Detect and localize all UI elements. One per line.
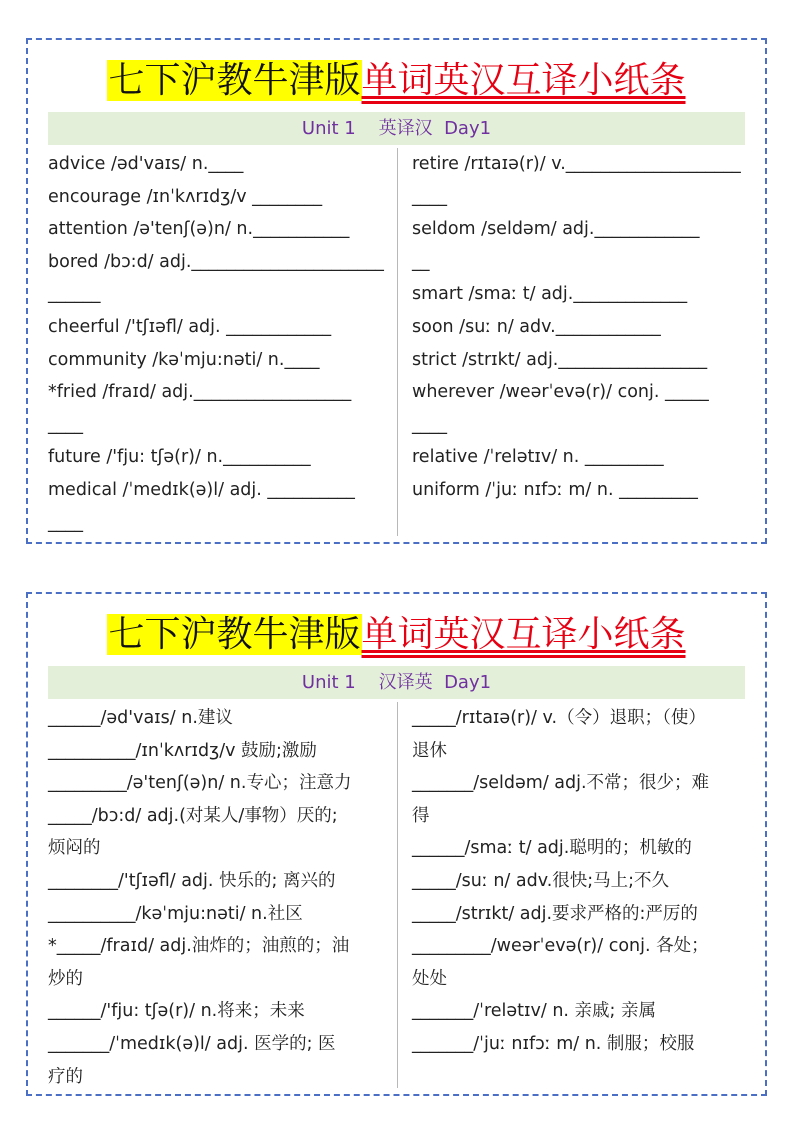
word-entry: retire /rɪtaɪə(r)/ v.____________________ — [412, 154, 741, 174]
card-title — [28, 608, 765, 662]
word-entry-continued: 烦闷的 — [48, 838, 101, 859]
word-entry: uniform /ˈjuː nɪfɔː m/ n. _________ — [412, 479, 698, 500]
word-entry: bored /bɔ:d/ adj.______________________ — [48, 251, 384, 272]
word-entry-continued: __ — [412, 251, 430, 272]
word-entry: _____/strɪkt/ adj.要求严格的:严厉的 — [412, 903, 698, 924]
word-entry: __________/ɪnˈkʌrɪdʒ/v 鼓励;激励 — [48, 740, 317, 761]
word-entry: _________/ə'tenʃ(ə)n/ n.专心；注意力 — [48, 773, 352, 794]
word-entry-continued: 得 — [412, 805, 430, 826]
word-entry: wherever /weərˈevə(r)/ conj. _____ — [412, 382, 709, 403]
word-entry: *fried /fraɪd/ adj.__________________ — [48, 382, 352, 403]
word-entry: strict /strɪkt/ adj._________________ — [412, 349, 708, 370]
word-entry: advice /əd'vaɪs/ n.____ — [48, 154, 244, 174]
word-entry: ________/'tʃɪəfl/ adj. 快乐的; 离兴的 — [48, 870, 336, 891]
vocab-card-en-to-zh — [26, 38, 767, 544]
word-entry-continued: ____ — [412, 414, 447, 435]
word-entry: cheerful /'tʃɪəfl/ adj. ____________ — [48, 316, 332, 337]
word-entry-continued: 疗的 — [48, 1066, 83, 1087]
right-column — [412, 148, 748, 507]
title-red: 单词英汉互译小纸条 — [361, 60, 686, 101]
left-column — [48, 148, 388, 539]
word-entry-continued: ____ — [412, 186, 447, 207]
word-entry-continued: 炒的 — [48, 968, 83, 989]
word-entry-continued: ____ — [48, 512, 83, 533]
subtitle-band: Unit 1 英译汉 Day1 — [48, 112, 745, 145]
word-entry: ______/'fju: tʃə(r)/ n.将来；未来 — [48, 1001, 305, 1022]
word-entry-continued: 处处 — [412, 968, 447, 989]
word-entry: soon /suː n/ adv.____________ — [412, 316, 661, 337]
word-entry-continued: ____ — [48, 414, 83, 435]
title-highlight: 七下沪教牛津版 — [108, 60, 361, 101]
left-column — [48, 702, 388, 1093]
word-entry: _____/suː n/ adv.很快;马上;不久 — [412, 870, 670, 891]
word-entry: _______/ˈmedɪk(ə)l/ adj. 医学的; 医 — [48, 1033, 336, 1054]
word-entry-continued: ______ — [48, 284, 101, 305]
word-entry: _______/ˈrelətɪv/ n. 亲戚; 亲属 — [412, 1001, 657, 1022]
column-divider — [397, 148, 398, 536]
vocab-card-zh-to-en — [26, 592, 767, 1096]
card-title — [28, 54, 765, 108]
word-entry: medical /ˈmedɪk(ə)l/ adj. __________ — [48, 479, 355, 500]
subtitle-band: Unit 1 汉译英 Day1 — [48, 666, 745, 699]
right-column — [412, 702, 748, 1061]
word-entry: smart /smaː t/ adj._____________ — [412, 284, 688, 305]
word-entry: ______/əd'vaɪs/ n.建议 — [48, 708, 233, 728]
word-entry: *_____/fraɪd/ adj.油炸的；油煎的；油 — [48, 936, 350, 957]
word-entry: _________/weərˈevə(r)/ conj. 各处； — [412, 936, 709, 957]
word-entry: encourage /ɪnˈkʌrɪdʒ/v ________ — [48, 186, 323, 207]
word-entry: _____/bɔ:d/ adj.(对某人/事物）厌的; — [48, 805, 338, 826]
word-entry-continued: 退休 — [412, 740, 447, 761]
word-entry: _____/rɪtaɪə(r)/ v.（令）退职；（使） — [412, 708, 706, 728]
title-highlight: 七下沪教牛津版 — [108, 614, 361, 655]
word-entry: _______/seldəm/ adj.不常；很少；难 — [412, 773, 710, 794]
word-entry: attention /ə'tenʃ(ə)n/ n.___________ — [48, 219, 350, 240]
word-entry: seldom /seldəm/ adj.____________ — [412, 219, 700, 240]
column-divider — [397, 702, 398, 1088]
word-entry: _______/ˈjuː nɪfɔː m/ n. 制服；校服 — [412, 1033, 695, 1054]
word-entry: ______/smaː t/ adj.聪明的；机敏的 — [412, 838, 692, 859]
word-entry: community /kəˈmju:nəti/ n.____ — [48, 349, 320, 370]
word-entry: __________/kəˈmju:nəti/ n.社区 — [48, 903, 303, 924]
word-entry: future /'fju: tʃə(r)/ n.__________ — [48, 447, 311, 468]
title-red: 单词英汉互译小纸条 — [361, 614, 686, 655]
word-entry: relative /ˈrelətɪv/ n. _________ — [412, 447, 664, 468]
